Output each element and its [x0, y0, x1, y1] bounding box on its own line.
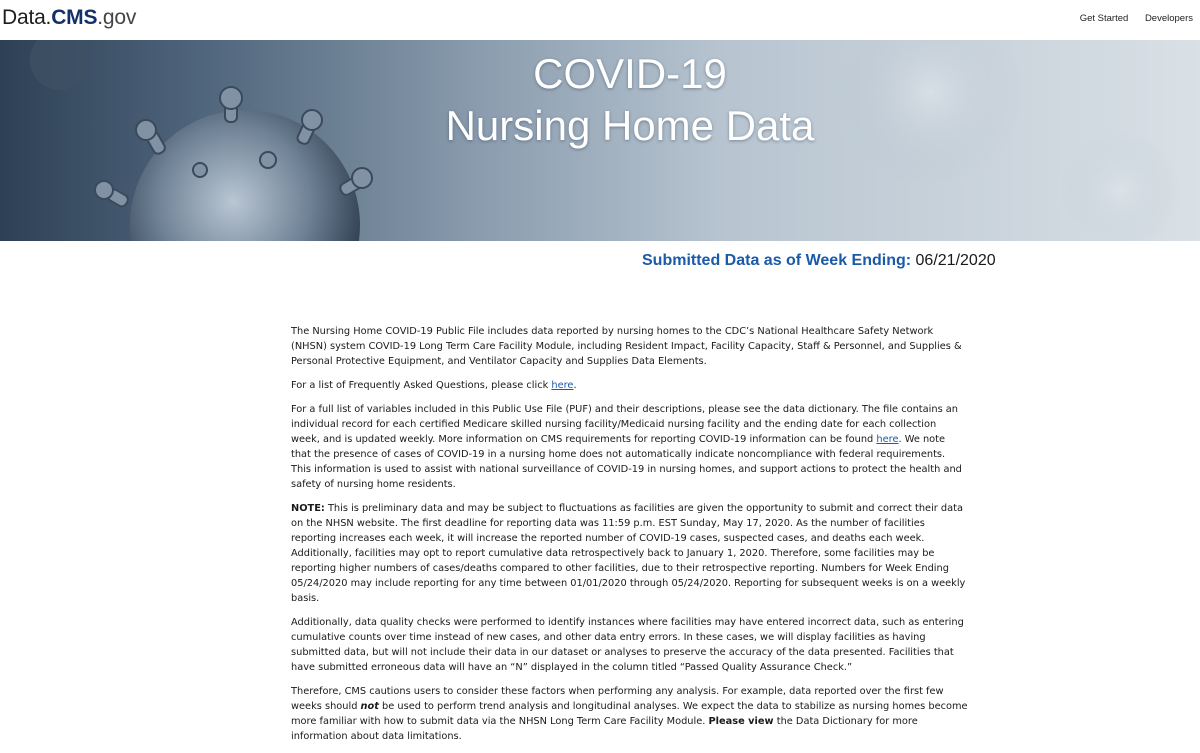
- note-text: This is preliminary data and may be subject to fluctuations as facilities are given the opportunity to submit and correct their data on the NHSN website. The first deadline for reporting data was 11:59 p.m. EST Sunday, May 17, 2020. As the number of facilities reporting increases each week, it will increase the reported number of COVID-19 cases, suspected cases, and deaths each week. Additionally, facilities may opt to report cumulative data retrospectively back to January 1, 2020. Therefore, some facilities may be reporting higher numbers of cases/deaths compared to other facilities, due to their retrospective reporting. Numbers for Week Ending 05/24/2020 may include reporting for any time between 01/01/2020 through 05/24/2020. Reporting for subsequent weeks is on a weekly basis.: [291, 503, 966, 604]
- paragraph-quality: Additionally, data quality checks were performed to identify instances where facilities may have entered incorrect data, such as entering cumulative counts over time instead of new cases, and other data entry errors. In these cases, we will display facilities as having submitted data, but will not include their data in our dataset or analyses to preserve the accuracy of the data presented. Facilities that have submitted erroneous data will have an “N” displayed in the column titled “Passed Quality Assurance Check.”: [291, 617, 964, 673]
- top-bar: [0, 0, 1200, 40]
- faq-end: .: [573, 380, 577, 391]
- caution-middle: be used to perform trend analysis and longitudinal analyses. We expect the data to stabilize as nursing homes become more familiar with how to submit data via the NHSN Long Term Care Facility Module.: [291, 701, 968, 727]
- caution-text: Therefore, CMS cautions users to consider these factors when performing any analysis. For example, data reported over the first few weeks should: [291, 686, 944, 712]
- submitted-date: 06/21/2020: [915, 252, 996, 269]
- logo-prefix: Data.: [2, 6, 52, 29]
- nav-get-started[interactable]: Get Started: [1079, 13, 1129, 24]
- logo-suffix: .gov: [97, 6, 137, 29]
- dictionary-text: For a full list of variables included in this Public Use File (PUF) and their descriptions, please see the data dictionary. The file contains an individual record for each certified Medicare skilled nursing facility/Medicaid nursing facility and the ending date for each collection week, and is updated weekly. More information on CMS requirements for reporting COVID-19 information can be found: [291, 404, 958, 445]
- hero-title: [0, 48, 1200, 152]
- logo-brand: CMS: [51, 6, 98, 29]
- faq-link[interactable]: here: [551, 380, 574, 391]
- nav-developers[interactable]: Developers: [1144, 13, 1193, 24]
- paragraph-note: [291, 501, 968, 606]
- intro-content: [291, 324, 968, 753]
- top-nav: [1066, 13, 1193, 24]
- hero-title-line1: COVID-19: [533, 50, 727, 97]
- caution-please-view: Please view: [708, 716, 774, 727]
- submitted-label: Submitted Data as of Week Ending:: [642, 252, 912, 269]
- dictionary-end: . We note that the presence of cases of COVID-19 in a nursing home does not automatically indicate noncompliance with federal requirements. This information is used to assist with national surveillance of COVID-19 in nursing homes, and support actions to protect the health and safety of nursing home residents.: [291, 434, 962, 490]
- paragraph-faq: [291, 378, 968, 393]
- site-logo[interactable]: [2, 6, 136, 30]
- faq-text: For a list of Frequently Asked Questions, please click: [291, 380, 552, 391]
- requirements-link[interactable]: here: [876, 434, 899, 445]
- caution-end: the Data Dictionary for more information about data limitations.: [291, 716, 918, 742]
- hero-title-line2: Nursing Home Data: [445, 102, 815, 149]
- note-label: NOTE:: [291, 503, 325, 514]
- hero-banner: [0, 40, 1200, 241]
- submitted-week: [642, 252, 996, 270]
- paragraph-dictionary: [291, 402, 968, 492]
- paragraph-overview: The Nursing Home COVID-19 Public File includes data reported by nursing homes to the CDC’s National Healthcare Safety Network (NHSN) system COVID-19 Long Term Care Facility Module, including Resident Impact, Facility Capacity, Staff & Personnel, and Supplies & Personal Protective Equipment, and Ventilator Capacity and Supplies Data Elements.: [291, 326, 962, 367]
- paragraph-caution: [291, 684, 968, 744]
- caution-not: not: [360, 701, 379, 712]
